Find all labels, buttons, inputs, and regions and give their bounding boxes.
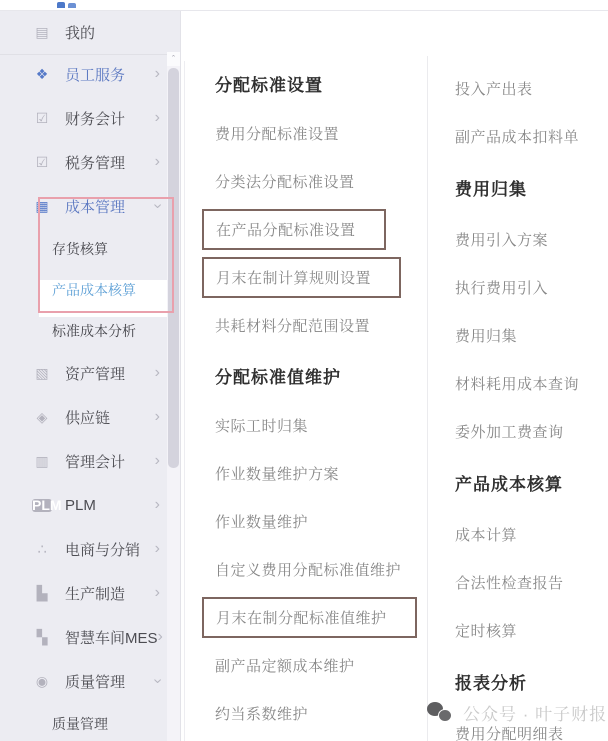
- section-header-allocation-standard-value-maintenance: 分配标准值维护: [215, 367, 341, 387]
- menu-item-outsourcing-fee-query: 委外加工费查询: [455, 423, 564, 441]
- sidebar-item-employee-services[interactable]: ❖ 员工服务 ›: [0, 52, 180, 96]
- menu-item-expense-allocation-standard-setup: 费用分配标准设置: [215, 125, 340, 143]
- asset-management-icon: ▧: [35, 364, 49, 381]
- sidebar-item-smart-workshop-mes[interactable]: ▚ 智慧车间MES ›: [0, 615, 180, 659]
- menu-item-actual-work-hours-collection: 实际工时归集: [215, 417, 309, 435]
- section-header-report-analysis-section: 报表分析: [455, 674, 527, 693]
- sidebar-scrollbar-thumb[interactable]: [168, 68, 179, 468]
- sidebar-item-product-cost-accounting[interactable]: 产品成本核算: [52, 281, 136, 298]
- sidebar-item-supply-chain[interactable]: ◈ 供应链 ›: [0, 395, 180, 439]
- sidebar-item-ecommerce-distribution[interactable]: ∴ 电商与分销 ›: [0, 527, 180, 571]
- chevron-right-icon: ›: [154, 153, 160, 170]
- chevron-right-icon: ›: [154, 65, 160, 82]
- sidebar-item-quality-management[interactable]: ◉ 质量管理 ›: [0, 659, 180, 703]
- mes-icon: ▚: [36, 628, 48, 645]
- sidebar-item-tax-management[interactable]: ☑ 税务管理 ›: [0, 140, 180, 184]
- my-icon: ▤: [35, 24, 49, 40]
- menu-item-expense-collection: 费用归集: [455, 327, 518, 345]
- menu-item-legality-check-report: 合法性检查报告: [455, 574, 564, 592]
- chevron-right-icon: ›: [154, 540, 160, 557]
- divider: [184, 61, 185, 741]
- menu-item-byproduct-quota-cost-maintenance: 副产品定额成本维护: [215, 657, 355, 675]
- sidebar-item-management-accounting[interactable]: ▥ 管理会计 ›: [0, 439, 180, 483]
- partial-logo-icon: [57, 0, 77, 8]
- sidebar-items: [0, 52, 180, 741]
- section-header-expense-collection-section: 费用归集: [455, 180, 527, 199]
- menu-item-expense-allocation-detail-table: 费用分配明细表: [455, 725, 564, 741]
- menu-item-month-end-wip-calc-rule-setup-annotated: 月末在制计算规则设置: [200, 253, 425, 301]
- sidebar-item-manufacturing[interactable]: ▙ 生产制造 ›: [0, 571, 180, 615]
- menu-item-activity-qty-maintenance-plan: 作业数量维护方案: [215, 465, 340, 483]
- chevron-right-icon: ›: [154, 364, 160, 381]
- wechat-icon: [427, 702, 455, 724]
- menu-item-classification-allocation-standard-setup: 分类法分配标准设置: [215, 173, 355, 191]
- sidebar-item-my[interactable]: ▤ 我的: [0, 11, 180, 55]
- sidebar-item-financial-accounting[interactable]: ☑ 财务会计 ›: [0, 96, 180, 140]
- section-header-allocation-standard-setup: 分配标准设置: [215, 75, 323, 95]
- sidebar-item-inventory-accounting[interactable]: 存货核算: [52, 240, 108, 257]
- chevron-right-icon: ›: [154, 584, 160, 601]
- sidebar-item-asset-management[interactable]: ▧ 资产管理 ›: [0, 351, 180, 395]
- menu-item-expense-import-plan: 费用引入方案: [455, 231, 549, 249]
- chevron-right-icon: ›: [154, 496, 160, 513]
- chevron-down-icon: ›: [149, 678, 167, 684]
- menu-item-shared-material-allocation-scope-setup: 共耗材料分配范围设置: [215, 317, 371, 335]
- chevron-right-icon: ›: [157, 628, 163, 645]
- chevron-right-icon: ›: [154, 109, 160, 126]
- management-accounting-icon: ▥: [35, 452, 49, 469]
- manufacturing-icon: ▙: [36, 584, 48, 601]
- plm-icon: PLM: [32, 496, 62, 513]
- sidebar: [0, 11, 181, 741]
- menu-item-byproduct-cost-deduction-order: 副产品成本扣料单: [455, 128, 580, 146]
- col-right: [440, 64, 608, 741]
- chevron-down-icon: ›: [149, 203, 167, 209]
- sidebar-item-plm[interactable]: PLM PLM ›: [32, 496, 160, 514]
- financial-accounting-icon: ☑: [35, 109, 49, 126]
- scroll-up-icon[interactable]: ˆ: [167, 52, 180, 66]
- top-strip: [0, 0, 608, 10]
- menu-item-input-output-table: 投入产出表: [455, 80, 533, 98]
- menu-item-equivalent-coefficient-maintenance: 约当系数维护: [215, 705, 309, 723]
- watermark-text: 公众号 · 叶子财报: [463, 705, 608, 724]
- menu-item-execute-expense-import: 执行费用引入: [455, 279, 549, 297]
- employee-services-icon: ❖: [35, 65, 49, 82]
- supply-chain-icon: ◈: [36, 408, 48, 425]
- sidebar-item-standard-cost-analysis[interactable]: 标准成本分析: [52, 322, 136, 339]
- tax-management-icon: ☑: [35, 153, 49, 170]
- menu-item-month-end-wip-allocation-value-maintenance-annotated: 月末在制分配标准值维护: [200, 593, 425, 641]
- chevron-right-icon: ›: [154, 452, 160, 469]
- quality-management-icon: ◉: [35, 672, 49, 689]
- menu-item-wip-allocation-standard-setup-annotated: 在产品分配标准设置: [200, 205, 425, 253]
- menu-item-activity-qty-maintenance: 作业数量维护: [215, 513, 309, 531]
- section-header-product-costing-section: 产品成本核算: [455, 475, 563, 494]
- submenu-flyout: [181, 11, 608, 741]
- sidebar-item-quality-management-sub[interactable]: 质量管理: [52, 715, 108, 732]
- watermark: [427, 700, 607, 725]
- menu-item-material-consumption-cost-query: 材料耗用成本查询: [455, 375, 580, 393]
- cost-management-icon: ▦: [35, 197, 49, 214]
- menu-item-cost-calculation: 成本计算: [455, 526, 518, 544]
- column-divider: [427, 56, 428, 741]
- ecommerce-distribution-icon: ∴: [37, 540, 47, 557]
- col-middle: [200, 57, 425, 737]
- menu-item-scheduled-costing: 定时核算: [455, 622, 518, 640]
- chevron-right-icon: ›: [154, 408, 160, 425]
- menu-item-custom-expense-allocation-value-maintenance: 自定义费用分配标准值维护: [215, 561, 402, 579]
- sidebar-item-cost-management[interactable]: ▦ 成本管理 ›: [0, 184, 180, 228]
